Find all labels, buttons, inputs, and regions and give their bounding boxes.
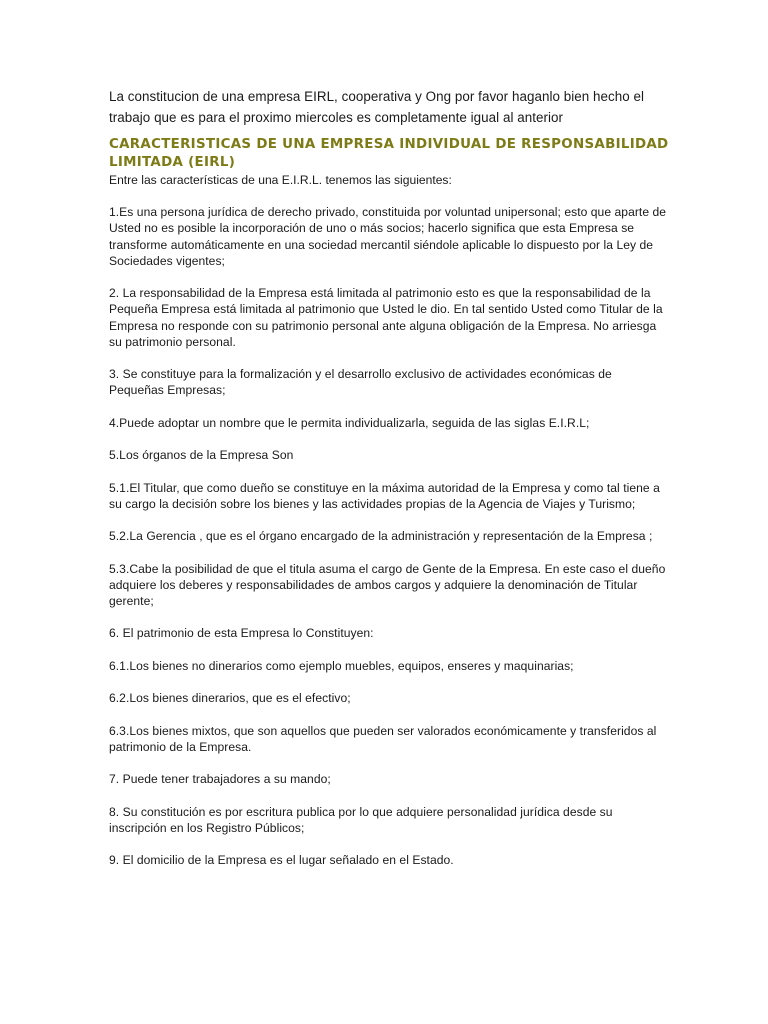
paragraph-1: 1.Es una persona jurídica de derecho privado, constituida por voluntad unipersonal; esto que aparte de Usted no es posible la incorporación de uno o más socios; hacerlo significa que esta Empresa se transforme automáticamente en una sociedad mercantil siéndole aplicable lo dispuesto por la Ley de Sociedades vigentes; — [109, 205, 667, 268]
paragraph-4: 4.Puede adoptar un nombre que le permita individualizarla, seguida de las siglas E.I.R.L; — [109, 415, 590, 430]
paragraph-8: 8. Su constitución es por escritura publica por lo que adquiere personalidad jurídica desde su inscripción en los Registro Públicos; — [109, 804, 613, 835]
paragraph-6-1: 6.1.Los bienes no dinerarios como ejemplo muebles, equipos, enseres y maquinarias; — [109, 658, 574, 673]
paragraph-3: 3. Se constituye para la formalización y el desarrollo exclusivo de actividades económicas de Pequeñas Empresas; — [109, 367, 612, 398]
paragraph-5-3: 5.3.Cabe la posibilidad de que el titula asuma el cargo de Gente de la Empresa. En este caso el dueño adquiere los deberes y responsabilidades de ambos cargos y adquiere la denominación de Titular gerente; — [109, 561, 666, 608]
document-body — [109, 86, 669, 885]
paragraph-2: 2. La responsabilidad de la Empresa está limitada al patrimonio esto es que la responsabilidad de la Pequeña Empresa está limitada al patrimonio que Usted le dio. En tal sentido Usted como Titular de la Empresa no responde con su patrimonio personal ante alguna obligación de la Empresa. No arriesga su patrimonio personal. — [109, 286, 663, 349]
lead-text: Entre las características de una E.I.R.L. tenemos las siguientes: — [109, 173, 452, 187]
paragraph-6: 6. El patrimonio de esta Empresa lo Constituyen: — [109, 626, 374, 641]
paragraph-5-2: 5.2.La Gerencia , que es el órgano encargado de la administración y representación de la Empresa ; — [109, 529, 653, 544]
paragraph-9: 9. El domicilio de la Empresa es el lugar señalado en el Estado. — [109, 853, 454, 868]
section-heading: CARACTERISTICAS DE UNA EMPRESA INDIVIDUAL DE RESPONSABILIDAD LIMITADA (EIRL) — [109, 137, 669, 170]
paragraph-5: 5.Los órganos de la Empresa Son — [109, 448, 294, 463]
paragraph-6-3: 6.3.Los bienes mixtos, que son aquellos que pueden ser valorados económicamente y transferidos al patrimonio de la Empresa. — [109, 723, 657, 754]
paragraph-7: 7. Puede tener trabajadores a su mando; — [109, 772, 331, 787]
paragraph-6-2: 6.2.Los bienes dinerarios, que es el efectivo; — [109, 691, 351, 706]
intro-text: La constitucion de una empresa EIRL, cooperativa y Ong por favor haganlo bien hecho el trabajo que es para el proximo miercoles es completamente igual al anterior — [109, 89, 645, 125]
paragraph-5-1: 5.1.El Titular, que como dueño se constituye en la máxima autoridad de la Empresa y como tal tiene a su cargo la decisión sobre los bienes y las actividades propias de la Agencia de Viajes y Turismo; — [109, 480, 660, 511]
